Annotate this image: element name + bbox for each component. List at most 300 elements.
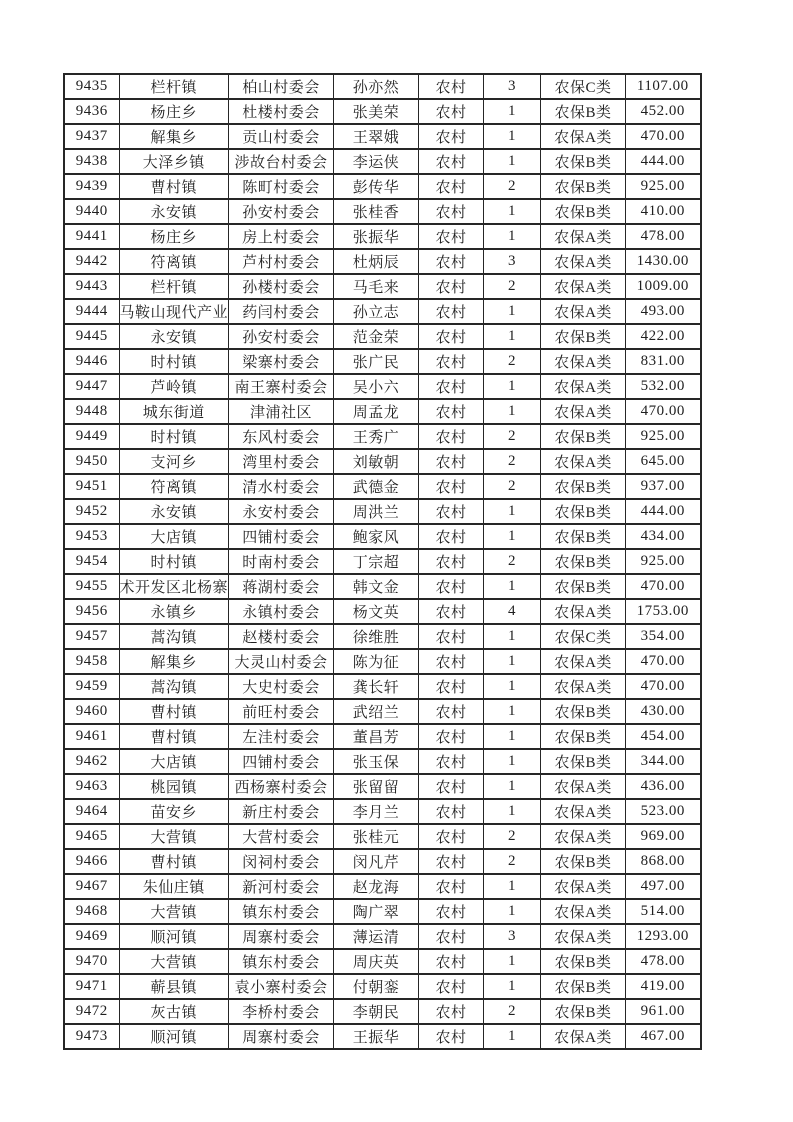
insurance-class-text: 农保B类 <box>554 980 612 996</box>
residence-type-text: 农村 <box>435 755 467 771</box>
cell-amount <box>626 649 701 674</box>
insurance-class-text: 农保A类 <box>554 405 612 421</box>
village-committee-text: 袁小寨村委会 <box>234 980 328 996</box>
person-count-text: 1 <box>508 978 517 994</box>
insurance-class-text: 农保B类 <box>554 755 612 771</box>
serial-number-text: 9440 <box>75 203 108 219</box>
residence-type-text: 农村 <box>435 855 467 871</box>
cell-town <box>119 349 229 374</box>
amount-text: 478.00 <box>640 228 685 244</box>
table-row <box>64 449 701 474</box>
town-text: 顺河镇 <box>150 930 198 946</box>
person-count-text: 2 <box>508 1003 517 1019</box>
cell-person-name <box>334 599 419 624</box>
cell-serial-number <box>64 399 119 424</box>
cell-town <box>119 774 229 799</box>
cell-insurance-class <box>541 574 626 599</box>
table-row <box>64 424 701 449</box>
amount-text: 470.00 <box>640 653 685 669</box>
cell-village-committee <box>229 999 334 1024</box>
village-committee-text: 大灵山村委会 <box>234 655 328 671</box>
cell-town <box>119 649 229 674</box>
town-text: 时村镇 <box>150 555 198 571</box>
cell-residence-type <box>419 349 484 374</box>
serial-number-text: 9456 <box>75 603 108 619</box>
cell-town <box>119 749 229 774</box>
amount-text: 430.00 <box>640 703 685 719</box>
person-name-text: 武德金 <box>352 480 400 496</box>
cell-insurance-class <box>541 524 626 549</box>
cell-village-committee <box>229 449 334 474</box>
residence-type-text: 农村 <box>435 505 467 521</box>
serial-number-text: 9450 <box>75 453 108 469</box>
village-committee-text: 柏山村委会 <box>242 80 320 96</box>
insurance-class-text: 农保B类 <box>554 530 612 546</box>
cell-insurance-class <box>541 599 626 624</box>
table-row <box>64 549 701 574</box>
person-name-text: 赵龙海 <box>352 880 400 896</box>
person-name-text: 吴小六 <box>352 380 400 396</box>
insurance-class-text: 农保B类 <box>554 180 612 196</box>
village-committee-text: 李桥村委会 <box>242 1005 320 1021</box>
serial-number-text: 9468 <box>75 903 108 919</box>
cell-insurance-class <box>541 149 626 174</box>
cell-serial-number <box>64 974 119 999</box>
cell-town <box>119 599 229 624</box>
cell-person-count <box>484 824 541 849</box>
cell-amount <box>626 924 701 949</box>
insurance-class-text: 农保A类 <box>554 255 612 271</box>
insurance-class-text: 农保C类 <box>554 80 612 96</box>
amount-text: 1753.00 <box>636 603 689 619</box>
cell-insurance-class <box>541 849 626 874</box>
cell-amount <box>626 849 701 874</box>
cell-insurance-class <box>541 874 626 899</box>
cell-town <box>119 524 229 549</box>
cell-village-committee <box>229 974 334 999</box>
cell-amount <box>626 224 701 249</box>
person-count-text: 1 <box>508 1028 517 1044</box>
residence-type-text: 农村 <box>435 430 467 446</box>
table-row <box>64 699 701 724</box>
cell-amount <box>626 499 701 524</box>
cell-village-committee <box>229 149 334 174</box>
cell-insurance-class <box>541 174 626 199</box>
cell-amount <box>626 899 701 924</box>
cell-residence-type <box>419 599 484 624</box>
person-name-text: 鲍家风 <box>352 530 400 546</box>
insurance-class-text: 农保A类 <box>554 130 612 146</box>
cell-person-count <box>484 149 541 174</box>
person-name-text: 徐维胜 <box>352 630 400 646</box>
town-text: 解集乡 <box>150 655 198 671</box>
village-committee-text: 孙楼村委会 <box>242 280 320 296</box>
person-name-text: 周庆英 <box>352 955 400 971</box>
cell-person-count <box>484 299 541 324</box>
cell-person-count <box>484 374 541 399</box>
village-committee-text: 永安村委会 <box>242 505 320 521</box>
cell-amount <box>626 474 701 499</box>
person-count-text: 1 <box>508 653 517 669</box>
town-text: 永安镇 <box>150 205 198 221</box>
village-committee-text: 闵祠村委会 <box>242 855 320 871</box>
village-committee-text: 左洼村委会 <box>242 730 320 746</box>
cell-residence-type <box>419 549 484 574</box>
amount-text: 969.00 <box>640 828 685 844</box>
cell-residence-type <box>419 374 484 399</box>
cell-amount <box>626 724 701 749</box>
cell-serial-number <box>64 1024 119 1049</box>
cell-residence-type <box>419 674 484 699</box>
cell-residence-type <box>419 174 484 199</box>
cell-insurance-class <box>541 424 626 449</box>
cell-village-committee <box>229 1024 334 1049</box>
table-row <box>64 99 701 124</box>
cell-village-committee <box>229 674 334 699</box>
town-text: 时村镇 <box>150 430 198 446</box>
cell-serial-number <box>64 749 119 774</box>
insurance-class-text: 农保B类 <box>554 1005 612 1021</box>
cell-serial-number <box>64 324 119 349</box>
insurance-class-text: 农保A类 <box>554 680 612 696</box>
cell-amount <box>626 999 701 1024</box>
person-name-text: 杜炳辰 <box>352 255 400 271</box>
cell-amount <box>626 374 701 399</box>
cell-person-count <box>484 324 541 349</box>
cell-insurance-class <box>541 699 626 724</box>
cell-town <box>119 799 229 824</box>
amount-text: 470.00 <box>640 128 685 144</box>
person-name-text: 王振华 <box>352 1030 400 1046</box>
town-text: 符离镇 <box>150 480 198 496</box>
cell-person-count <box>484 699 541 724</box>
town-text: 解集乡 <box>150 130 198 146</box>
person-name-text: 张桂元 <box>352 830 400 846</box>
cell-serial-number <box>64 174 119 199</box>
cell-serial-number <box>64 74 119 99</box>
person-count-text: 1 <box>508 678 517 694</box>
cell-person-name <box>334 974 419 999</box>
insurance-class-text: 农保B类 <box>554 155 612 171</box>
table-row <box>64 249 701 274</box>
serial-number-text: 9460 <box>75 703 108 719</box>
residence-type-text: 农村 <box>435 980 467 996</box>
cell-person-count <box>484 799 541 824</box>
cell-residence-type <box>419 924 484 949</box>
serial-number-text: 9447 <box>75 378 108 394</box>
cell-town <box>119 149 229 174</box>
insurance-class-text: 农保A类 <box>554 655 612 671</box>
table-row <box>64 499 701 524</box>
residence-type-text: 农村 <box>435 780 467 796</box>
cell-amount <box>626 549 701 574</box>
cell-town <box>119 999 229 1024</box>
cell-person-name <box>334 924 419 949</box>
cell-serial-number <box>64 649 119 674</box>
cell-residence-type <box>419 699 484 724</box>
cell-insurance-class <box>541 199 626 224</box>
cell-town <box>119 824 229 849</box>
person-name-text: 韩文金 <box>352 580 400 596</box>
cell-insurance-class <box>541 474 626 499</box>
cell-amount <box>626 299 701 324</box>
cell-person-count <box>484 499 541 524</box>
cell-town <box>119 174 229 199</box>
table-row <box>64 299 701 324</box>
cell-village-committee <box>229 74 334 99</box>
residence-type-text: 农村 <box>435 530 467 546</box>
amount-text: 454.00 <box>640 728 685 744</box>
cell-village-committee <box>229 99 334 124</box>
insurance-class-text: 农保A类 <box>554 280 612 296</box>
serial-number-text: 9458 <box>75 653 108 669</box>
village-committee-text: 永镇村委会 <box>242 605 320 621</box>
person-count-text: 1 <box>508 503 517 519</box>
village-committee-text: 镇东村委会 <box>242 955 320 971</box>
cell-serial-number <box>64 599 119 624</box>
person-count-text: 1 <box>508 803 517 819</box>
cell-person-name <box>334 849 419 874</box>
person-name-text: 董昌芳 <box>352 730 400 746</box>
town-text: 大营镇 <box>150 830 198 846</box>
residence-type-text: 农村 <box>435 630 467 646</box>
cell-person-name <box>334 824 419 849</box>
amount-text: 410.00 <box>640 203 685 219</box>
village-committee-text: 孙安村委会 <box>242 330 320 346</box>
table-row <box>64 349 701 374</box>
cell-serial-number <box>64 949 119 974</box>
town-text: 永镇乡 <box>150 605 198 621</box>
cell-residence-type <box>419 424 484 449</box>
amount-text: 1430.00 <box>636 253 689 269</box>
residence-type-text: 农村 <box>435 130 467 146</box>
residence-type-text: 农村 <box>435 555 467 571</box>
cell-person-name <box>334 899 419 924</box>
cell-person-count <box>484 649 541 674</box>
cell-residence-type <box>419 624 484 649</box>
table-row <box>64 824 701 849</box>
residence-type-text: 农村 <box>435 605 467 621</box>
cell-serial-number <box>64 549 119 574</box>
person-count-text: 2 <box>508 428 517 444</box>
cell-amount <box>626 349 701 374</box>
person-name-text: 龚长轩 <box>352 680 400 696</box>
serial-number-text: 9449 <box>75 428 108 444</box>
person-count-text: 2 <box>508 178 517 194</box>
person-count-text: 3 <box>508 78 517 94</box>
amount-text: 925.00 <box>640 553 685 569</box>
cell-insurance-class <box>541 374 626 399</box>
cell-amount <box>626 874 701 899</box>
person-name-text: 杨文英 <box>352 605 400 621</box>
person-name-text: 范金荣 <box>352 330 400 346</box>
amount-text: 868.00 <box>640 853 685 869</box>
residence-type-text: 农村 <box>435 80 467 96</box>
insurance-class-text: 农保A类 <box>554 805 612 821</box>
table-row <box>64 74 701 99</box>
cell-residence-type <box>419 274 484 299</box>
serial-number-text: 9461 <box>75 728 108 744</box>
residence-type-text: 农村 <box>435 805 467 821</box>
cell-town <box>119 624 229 649</box>
amount-text: 444.00 <box>640 153 685 169</box>
cell-residence-type <box>419 99 484 124</box>
cell-person-count <box>484 174 541 199</box>
cell-person-count <box>484 199 541 224</box>
person-count-text: 1 <box>508 203 517 219</box>
table-row <box>64 799 701 824</box>
village-committee-text: 湾里村委会 <box>242 455 320 471</box>
table-row <box>64 174 701 199</box>
cell-residence-type <box>419 824 484 849</box>
cell-person-name <box>334 724 419 749</box>
cell-residence-type <box>419 799 484 824</box>
cell-person-count <box>484 749 541 774</box>
table-row <box>64 599 701 624</box>
person-count-text: 1 <box>508 528 517 544</box>
insurance-class-text: 农保B类 <box>554 430 612 446</box>
town-text: 蕲县镇 <box>150 980 198 996</box>
cell-town <box>119 449 229 474</box>
cell-person-name <box>334 349 419 374</box>
cell-village-committee <box>229 349 334 374</box>
person-count-text: 2 <box>508 353 517 369</box>
cell-insurance-class <box>541 449 626 474</box>
cell-insurance-class <box>541 949 626 974</box>
amount-text: 444.00 <box>640 503 685 519</box>
residence-type-text: 农村 <box>435 205 467 221</box>
insurance-class-text: 农保A类 <box>554 230 612 246</box>
residence-type-text: 农村 <box>435 905 467 921</box>
cell-serial-number <box>64 199 119 224</box>
cell-town <box>119 274 229 299</box>
cell-village-committee <box>229 299 334 324</box>
cell-insurance-class <box>541 674 626 699</box>
table-row <box>64 874 701 899</box>
serial-number-text: 9470 <box>75 953 108 969</box>
cell-insurance-class <box>541 349 626 374</box>
cell-serial-number <box>64 624 119 649</box>
insurance-class-text: 农保A类 <box>554 605 612 621</box>
table-row <box>64 849 701 874</box>
serial-number-text: 9454 <box>75 553 108 569</box>
roster-table-body <box>64 74 701 1049</box>
town-text: 芦岭镇 <box>150 380 198 396</box>
insurance-class-text: 农保A类 <box>554 780 612 796</box>
cell-person-count <box>484 274 541 299</box>
cell-person-count <box>484 524 541 549</box>
cell-village-committee <box>229 524 334 549</box>
cell-residence-type <box>419 474 484 499</box>
cell-residence-type <box>419 874 484 899</box>
insurance-roster-table <box>63 73 702 1050</box>
town-text: 杨庄乡 <box>150 105 198 121</box>
person-count-text: 1 <box>508 903 517 919</box>
cell-town <box>119 849 229 874</box>
cell-village-committee <box>229 774 334 799</box>
village-committee-text: 房上村委会 <box>242 230 320 246</box>
cell-town <box>119 199 229 224</box>
town-text: 栏杆镇 <box>150 280 198 296</box>
residence-type-text: 农村 <box>435 480 467 496</box>
cell-town <box>119 74 229 99</box>
table-row <box>64 974 701 999</box>
cell-residence-type <box>419 324 484 349</box>
cell-person-name <box>334 424 419 449</box>
town-text: 灰古镇 <box>150 1005 198 1021</box>
cell-serial-number <box>64 849 119 874</box>
serial-number-text: 9442 <box>75 253 108 269</box>
person-name-text: 马毛来 <box>352 280 400 296</box>
town-text: 时村镇 <box>150 355 198 371</box>
village-committee-text: 镇东村委会 <box>242 905 320 921</box>
cell-town <box>119 874 229 899</box>
cell-village-committee <box>229 699 334 724</box>
cell-town <box>119 699 229 724</box>
cell-person-name <box>334 674 419 699</box>
cell-residence-type <box>419 749 484 774</box>
serial-number-text: 9453 <box>75 528 108 544</box>
serial-number-text: 9466 <box>75 853 108 869</box>
person-count-text: 1 <box>508 103 517 119</box>
cell-amount <box>626 74 701 99</box>
cell-village-committee <box>229 224 334 249</box>
cell-serial-number <box>64 449 119 474</box>
village-committee-text: 赵楼村委会 <box>242 630 320 646</box>
table-row <box>64 474 701 499</box>
cell-amount <box>626 624 701 649</box>
amount-text: 523.00 <box>640 803 685 819</box>
person-name-text: 张振华 <box>352 230 400 246</box>
table-row <box>64 524 701 549</box>
cell-serial-number <box>64 899 119 924</box>
residence-type-text: 农村 <box>435 955 467 971</box>
person-count-text: 1 <box>508 878 517 894</box>
cell-person-name <box>334 774 419 799</box>
town-text: 曹村镇 <box>150 730 198 746</box>
cell-town <box>119 424 229 449</box>
cell-village-committee <box>229 599 334 624</box>
person-count-text: 2 <box>508 453 517 469</box>
person-name-text: 王秀广 <box>352 430 400 446</box>
person-count-text: 4 <box>508 603 517 619</box>
town-text: 栏杆镇 <box>150 80 198 96</box>
town-text: 大店镇 <box>150 755 198 771</box>
residence-type-text: 农村 <box>435 255 467 271</box>
cell-person-count <box>484 724 541 749</box>
cell-town <box>119 924 229 949</box>
person-count-text: 1 <box>508 128 517 144</box>
village-committee-text: 陈町村委会 <box>242 180 320 196</box>
cell-person-name <box>334 549 419 574</box>
cell-person-count <box>484 549 541 574</box>
amount-text: 925.00 <box>640 178 685 194</box>
table-row <box>64 1024 701 1049</box>
insurance-class-text: 农保B类 <box>554 330 612 346</box>
cell-residence-type <box>419 299 484 324</box>
cell-person-name <box>334 99 419 124</box>
serial-number-text: 9451 <box>75 478 108 494</box>
cell-amount <box>626 1024 701 1049</box>
cell-town <box>119 374 229 399</box>
cell-person-count <box>484 424 541 449</box>
town-text: 符离镇 <box>150 255 198 271</box>
person-name-text: 刘敏朝 <box>352 455 400 471</box>
cell-serial-number <box>64 574 119 599</box>
cell-village-committee <box>229 499 334 524</box>
person-name-text: 李朝民 <box>352 1005 400 1021</box>
serial-number-text: 9464 <box>75 803 108 819</box>
